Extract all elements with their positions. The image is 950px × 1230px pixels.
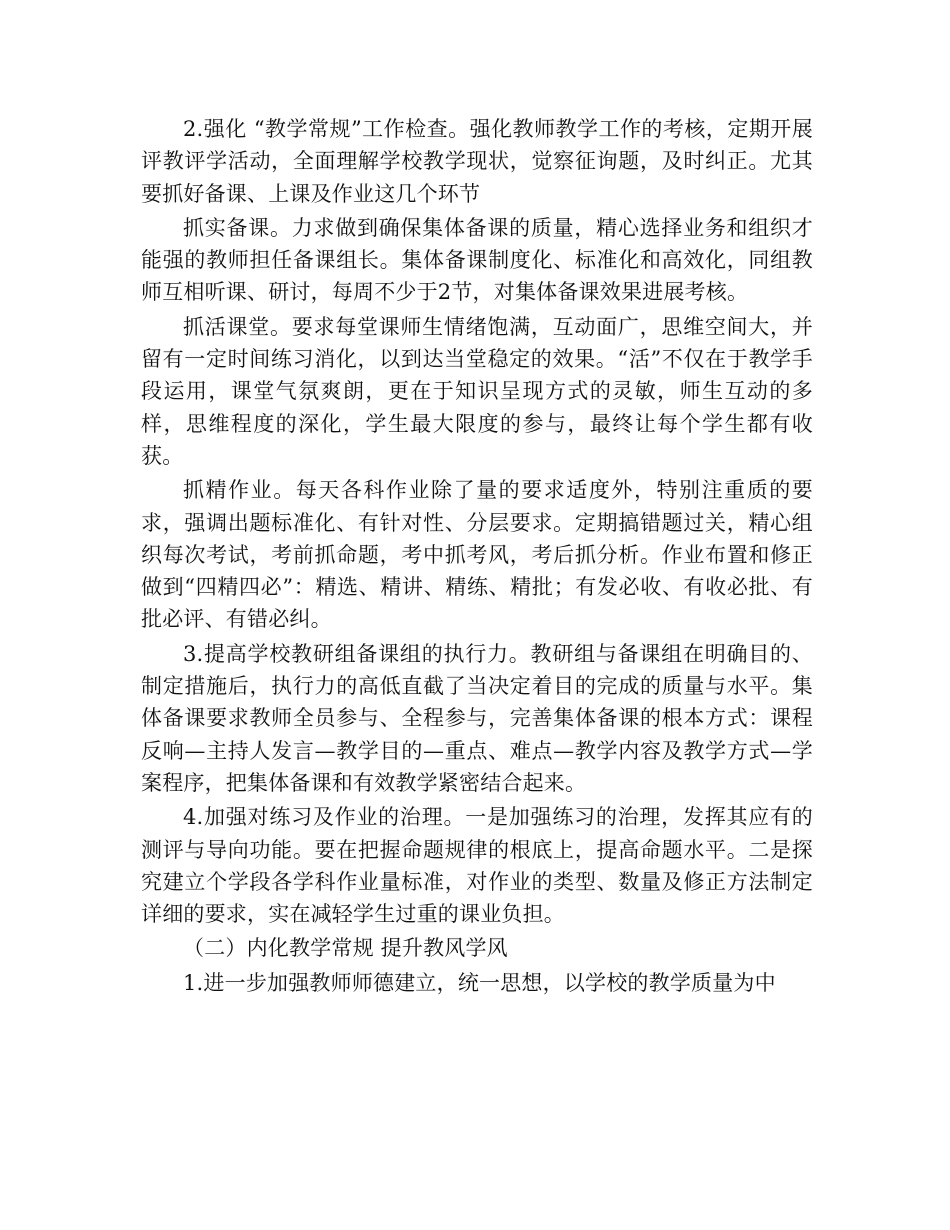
paragraph-exercise-management: 4.加强对练习及作业的治理。一是加强练习的治理，发挥其应有的测评与导向功能。要在把握命题规律的根底上，提高命题水平。二是探究建立个学段各学科作业量标准，对作业的类型、数量及修正方法制定详细的要求，实在减轻学生过重的课业负担。 <box>141 805 813 927</box>
section-heading: （二）内化教学常规 提升教风学风 <box>183 936 508 961</box>
paragraph-active-classroom: 抓活课堂。要求每堂课师生情绪饱满，互动面广，思维空间大，并留有一定时间练习消化，以到达当堂稳定的效果。“活”不仅在于教学手段运用，课堂气氛爽朗，更在于知识呈现方式的灵敏，师生互动的多样，思维程度的深化，学生最大限度的参与，最终让每个学生都有收获。 <box>141 314 813 468</box>
paragraph-group-execution: 3.提高学校教研组备课组的执行力。教研组与备课组在明确目的、制定措施后，执行力的高低直截了当决定着目的完成的质量与水平。集体备课要求教师全员参与、全程参与，完善集体备课的根本方式：课程反响—主持人发言—教学目的—重点、难点—教学内容及教学方式—学案程序，把集体备课和有效教学紧密结合起来。 <box>141 641 813 795</box>
document-body <box>141 113 813 999</box>
paragraph-refined-homework: 抓精作业。每天各科作业除了量的要求适度外，特别注重质的要求，强调出题标准化、有针对性、分层要求。定期搞错题过关，精心组织每次考试，考前抓命题，考中抓考风，考后抓分析。作业布置和修正做到“四精四必”：精选、精讲、精练、精批；有发必收、有收必批、有批必评、有错必纠。 <box>141 478 813 632</box>
paragraph-teaching-routine-check: 2.强化 “教学常规”工作检查。强化教师教学工作的考核，定期开展评教评学活动，全面理解学校教学现状，觉察征询题，及时纠正。尤其要抓好备课、上课及作业这几个环节 <box>141 117 813 206</box>
paragraph-lesson-preparation: 抓实备课。力求做到确保集体备课的质量，精心选择业务和组织才能强的教师担任备课组长。集体备课制度化、标准化和高效化，同组教师互相听课、研讨，每周不少于2节，对集体备课效果进展考核。 <box>141 215 813 305</box>
paragraph-teacher-ethics: 1.进一步加强教师师德建立，统一思想，以学校的教学质量为中 <box>183 970 776 995</box>
